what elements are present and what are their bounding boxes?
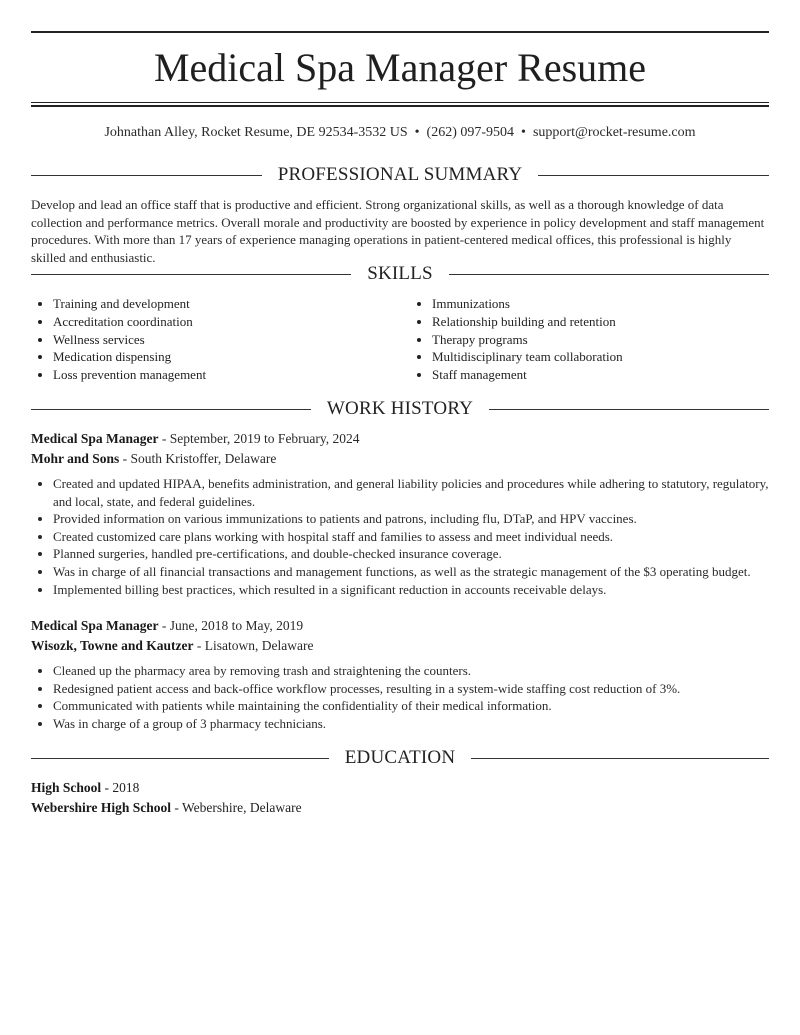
education-location: - Webershire, Delaware bbox=[171, 800, 302, 815]
job-entry bbox=[31, 429, 769, 598]
section-heading-skills bbox=[31, 263, 769, 285]
job-dates: - June, 2018 to May, 2019 bbox=[158, 618, 304, 633]
education-school: Webershire High School bbox=[31, 800, 172, 815]
job-title: Medical Spa Manager bbox=[31, 431, 159, 446]
job-bullet: • Was in charge of all financial transactions and management functions, as well as the strategic management of the $3 operating budget. bbox=[53, 563, 769, 581]
skill-item: • Immunizations bbox=[432, 295, 769, 313]
bullet-separator: • bbox=[414, 125, 420, 140]
job-title-line bbox=[31, 616, 769, 636]
section-title: SKILLS bbox=[367, 263, 433, 284]
skill-item: • Staff management bbox=[432, 366, 769, 384]
job-bullets bbox=[31, 662, 769, 732]
section-heading-summary bbox=[31, 164, 769, 186]
job-bullets bbox=[31, 475, 769, 598]
contact-line bbox=[31, 124, 769, 142]
job-bullet: • Cleaned up the pharmacy area by removing trash and straightening the counters. bbox=[53, 662, 769, 680]
skill-item: • Training and development bbox=[53, 295, 390, 313]
bullet-separator: • bbox=[521, 125, 526, 140]
education-school-line bbox=[31, 798, 769, 818]
job-bullet: • Provided information on various immunizations to patients and patrons, including flu, DTaP, and HPV vaccines. bbox=[53, 510, 769, 528]
job-dates: - September, 2019 to February, 2024 bbox=[158, 431, 360, 446]
resume-title: Medical Spa Manager Resume bbox=[153, 45, 647, 90]
heading-rule-left bbox=[31, 758, 329, 759]
heading-rule-right bbox=[449, 274, 769, 275]
heading-rule-right bbox=[471, 758, 769, 759]
job-bullet: • Created and updated HIPAA, benefits administration, and general liability policies and procedures while adhering to statutory, regulatory, and local, state, and federal guidelines. bbox=[53, 475, 769, 510]
job-company: Wisozk, Towne and Kautzer bbox=[31, 638, 194, 653]
skill-item: • Wellness services bbox=[53, 331, 390, 349]
job-entry bbox=[31, 616, 769, 732]
contact-email: support@rocket-resume.com bbox=[532, 125, 696, 140]
heading-rule-left bbox=[31, 409, 311, 410]
title-divider-thick bbox=[31, 105, 769, 107]
job-bullet: • Implemented billing best practices, which resulted in a significant reduction in accounts receivable delays. bbox=[53, 581, 769, 599]
education-degree: High School bbox=[31, 780, 102, 795]
job-bullet: • Redesigned patient access and back-office workflow processes, resulting in a system-wide staffing cost reduction of 3%. bbox=[53, 680, 769, 698]
job-bullet: • Planned surgeries, handled pre-certifications, and double-checked insurance coverage. bbox=[53, 545, 769, 563]
heading-rule-left bbox=[31, 274, 351, 275]
skills-column-right bbox=[390, 295, 769, 384]
section-heading-education bbox=[31, 747, 769, 769]
education-year: - 2018 bbox=[101, 780, 140, 795]
summary-text: Develop and lead an office staff that is productive and efficient. Strong organizational skills, as well as a thorough knowledge of data collection and performance metrics. Overall morale and productivity are boosted by experience in policy development and staff management procedures. With more than 17 years of experience managing operations in patient-centered medical offices, this professional is highly skilled and enthusiastic. bbox=[31, 197, 765, 265]
heading-rule-right bbox=[489, 409, 769, 410]
section-title: PROFESSIONAL SUMMARY bbox=[277, 164, 523, 185]
title-divider-thin bbox=[31, 102, 769, 103]
job-title-line bbox=[31, 429, 769, 449]
top-divider bbox=[31, 31, 769, 33]
job-bullet: • Created customized care plans working with hospital staff and families to assess and meet individual needs. bbox=[53, 528, 769, 546]
section-heading-work bbox=[31, 398, 769, 420]
skill-item: • Medication dispensing bbox=[53, 348, 390, 366]
skills-list bbox=[31, 295, 769, 384]
skill-item: • Relationship building and retention bbox=[432, 313, 769, 331]
skill-item: • Multidisciplinary team collaboration bbox=[432, 348, 769, 366]
job-title: Medical Spa Manager bbox=[31, 618, 159, 633]
heading-rule-left bbox=[31, 175, 262, 176]
skills-column-left bbox=[31, 295, 390, 384]
section-title: EDUCATION bbox=[344, 747, 456, 768]
job-location: - Lisatown, Delaware bbox=[193, 638, 314, 653]
job-company: Mohr and Sons bbox=[31, 451, 120, 466]
job-bullet: • Was in charge of a group of 3 pharmacy technicians. bbox=[53, 715, 769, 733]
contact-address: Johnathan Alley, Rocket Resume, DE 92534-3532 US bbox=[104, 125, 408, 140]
contact-phone: (262) 097-9504 bbox=[426, 125, 515, 140]
job-bullet: • Communicated with patients while maintaining the confidentiality of their medical information. bbox=[53, 697, 769, 715]
job-company-line bbox=[31, 636, 769, 656]
job-company-line bbox=[31, 449, 769, 469]
skill-item: • Loss prevention management bbox=[53, 366, 390, 384]
skill-item: • Accreditation coordination bbox=[53, 313, 390, 331]
heading-rule-right bbox=[538, 175, 769, 176]
education-entry bbox=[31, 778, 769, 818]
job-location: - South Kristoffer, Delaware bbox=[119, 451, 277, 466]
skill-item: • Therapy programs bbox=[432, 331, 769, 349]
education-degree-line bbox=[31, 778, 769, 798]
section-title: WORK HISTORY bbox=[326, 398, 474, 419]
